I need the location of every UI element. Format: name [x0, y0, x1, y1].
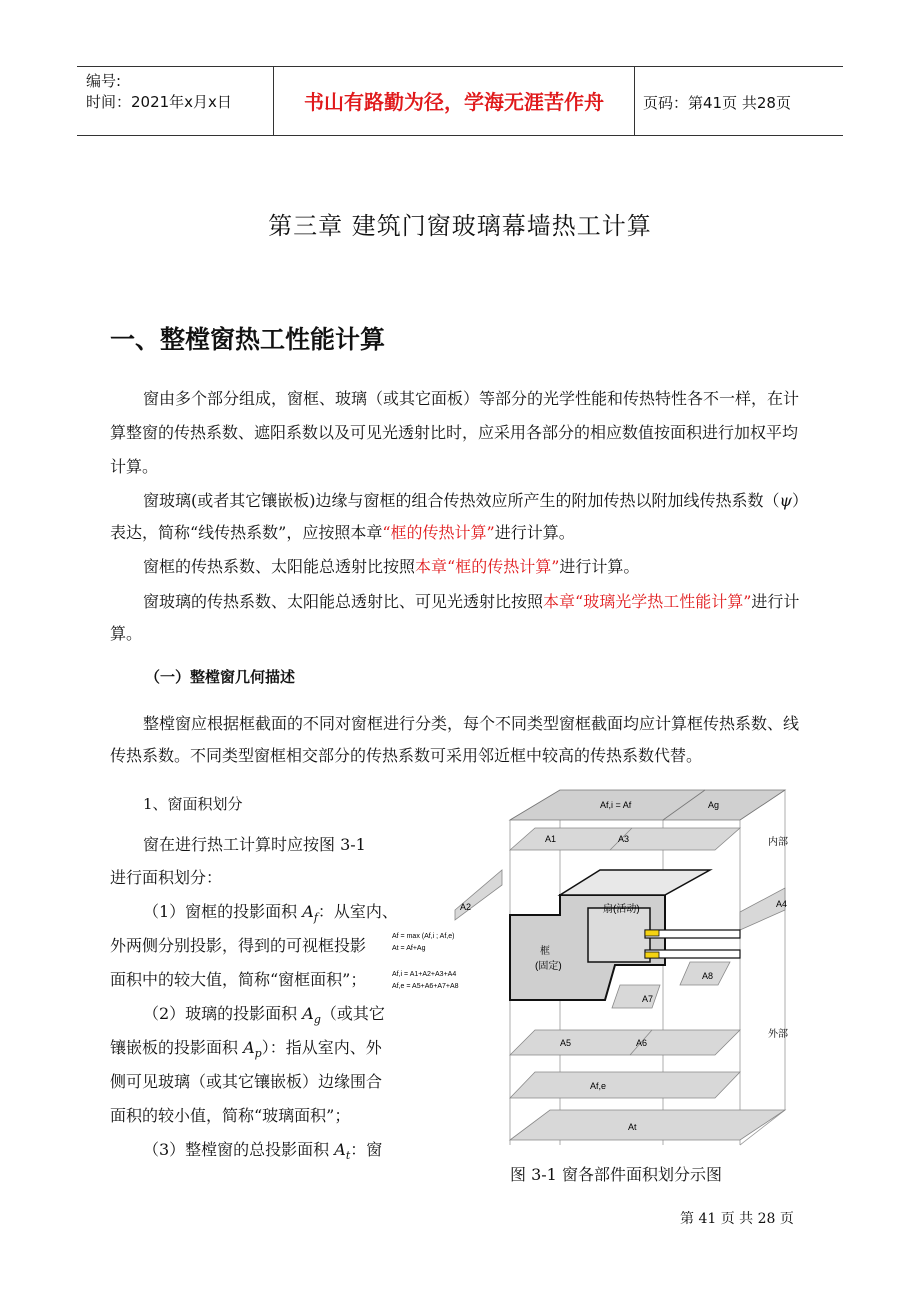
para3-a: 窗框的传热系数、太阳能总透射比按照 — [143, 557, 416, 576]
para5-line1: 整樘窗应根据框截面的不同对窗框进行分类，每个不同类型窗框截面均应计算框传热系数、线 — [143, 714, 800, 733]
sash-block — [588, 908, 650, 962]
para5-line2: 传热系数。不同类型窗框相交部分的传热系数可采用邻近框中较高的传热系数代替。 — [110, 746, 703, 765]
slab-top — [510, 790, 785, 820]
label-afi-af: Af,i = Af — [600, 800, 632, 810]
header-divider-2 — [634, 66, 635, 136]
para1-line1: 窗由多个部分组成，窗框、玻璃（或其它面板）等部分的光学性能和传热特性各不一样，在计 — [143, 389, 800, 408]
label-frame: 框 — [540, 946, 550, 957]
item1-title: 1、窗面积划分 — [143, 795, 243, 813]
label-a2: A2 — [460, 902, 472, 912]
para4-b: 进行计 — [751, 592, 800, 611]
header-top-rule — [77, 66, 843, 67]
label-a4: A4 — [776, 899, 788, 909]
header-bottom-rule — [77, 135, 843, 136]
label-at: At — [628, 1122, 637, 1132]
label-afe: Af,e — [590, 1081, 607, 1091]
left-line10-b: ：窗 — [350, 1140, 383, 1159]
para2-line2-a: 表达，简称“线传热系数”，应按照本章 — [110, 523, 383, 542]
para2-line2-b: 进行计算。 — [494, 523, 575, 542]
slab-afe — [510, 1072, 740, 1098]
subsection-title: （一）整樘窗几何描述 — [145, 668, 296, 686]
left-line6-b: （或其它 — [320, 1004, 385, 1023]
label-a5: A5 — [560, 1038, 572, 1048]
para1-line2: 算整窗的传热系数、遮阳系数以及可见光透射比时，应采用各部分的相应数值按面积进行加权平均 — [110, 423, 799, 442]
label-a8: A8 — [702, 971, 714, 981]
figure-caption: 图 3-1 窗各部件面积划分示图 — [510, 1165, 722, 1184]
left-line9: 面积的较小值，简称“玻璃面积”； — [110, 1106, 351, 1125]
left-line1: 窗在进行热工计算时应按图 3-1 — [143, 835, 366, 854]
para3-ref: 本章“框的传热计算” — [415, 557, 560, 576]
var-ap: A — [243, 1038, 255, 1057]
para4-line1 — [143, 585, 799, 619]
header-motto: 书山有路勤为径，学海无涯苦作舟 — [304, 90, 604, 114]
label-inner: 内部 — [768, 837, 788, 848]
chapter-title: 第三章 建筑门窗玻璃幕墙热工计算 — [268, 212, 652, 240]
var-ap-sub: p — [254, 1047, 262, 1061]
spacer-bottom — [645, 952, 659, 958]
psi-symbol: ψ — [779, 491, 793, 510]
var-af-sub: f — [313, 911, 318, 925]
para2-text: 窗玻璃(或者其它镶嵌板)边缘与窗框的组合传热效应所产生的附加传热以附加线传热系数（ — [143, 491, 780, 510]
label-ag: Ag — [708, 800, 720, 810]
label-a6: A6 — [636, 1038, 648, 1048]
para2-line1 — [143, 484, 808, 518]
time-label: 时间：2021年x月x日 — [86, 93, 232, 111]
equation-4: Af,e = A5+A6+A7+A8 — [392, 983, 459, 990]
slab-a2 — [455, 870, 502, 920]
left-line10 — [143, 1133, 382, 1172]
para4-ref: 本章“玻璃光学热工性能计算” — [543, 592, 752, 611]
para2-end: ） — [792, 491, 809, 510]
equation-1: Af = max (Af,i ; Af,e) — [392, 933, 455, 940]
page-footer: 第 41 页 共 28 页 — [680, 1211, 794, 1227]
left-line3-b: ：从室内、 — [317, 902, 398, 921]
equation-3: Af,i = A1+A2+A3+A4 — [392, 971, 457, 978]
label-outer: 外部 — [768, 1029, 788, 1040]
left-line3-a: （1）窗框的投影面积 — [143, 902, 303, 921]
var-at: A — [334, 1140, 346, 1159]
para2-line2 — [110, 516, 575, 550]
label-fixed: (固定) — [535, 961, 562, 972]
para3 — [143, 550, 639, 584]
section-title: 一、整樘窗热工性能计算 — [110, 325, 386, 354]
left-line5: 面积中的较大值，简称“窗框面积”； — [110, 970, 367, 989]
var-ag: A — [302, 1004, 314, 1023]
var-at-sub: t — [345, 1149, 351, 1163]
left-line7-b: ）：指从室内、外 — [261, 1038, 382, 1057]
left-line2: 进行面积划分： — [110, 868, 223, 887]
left-line6-a: （2）玻璃的投影面积 — [143, 1004, 303, 1023]
frame-top-face — [560, 870, 710, 895]
para4-line2: 算。 — [110, 624, 143, 643]
slab-at — [510, 1110, 785, 1140]
left-line4: 外两侧分别投影，得到的可视框投影 — [110, 936, 367, 955]
equation-2: At = Af+Ag — [392, 945, 426, 952]
slab-a5-a6 — [510, 1030, 740, 1055]
slab-a4 — [740, 888, 788, 930]
para4-a: 窗玻璃的传热系数、太阳能总透射比、可见光透射比按照 — [143, 592, 544, 611]
spacer-top — [645, 930, 659, 936]
label-sash: 扇(活动) — [603, 904, 640, 915]
label-a3: A3 — [618, 834, 630, 844]
label-a7: A7 — [642, 994, 654, 1004]
para3-b: 进行计算。 — [559, 557, 640, 576]
left-line8: 侧可见玻璃（或其它镶嵌板）边缘围合 — [110, 1072, 383, 1091]
page-label: 页码：第41页 共28页 — [643, 94, 791, 112]
var-ag-sub: g — [313, 1013, 321, 1027]
label-a1: A1 — [545, 834, 557, 844]
serial-label: 编号: — [86, 72, 122, 90]
var-af: A — [302, 902, 314, 921]
para1-line3: 计算。 — [110, 457, 159, 476]
left-line10-a: （3）整樘窗的总投影面积 — [143, 1140, 335, 1159]
window-area-diagram — [392, 780, 820, 1150]
left-line7-a: 镶嵌板的投影面积 — [110, 1038, 244, 1057]
para2-ref-link: “框的传热计算” — [382, 523, 495, 542]
